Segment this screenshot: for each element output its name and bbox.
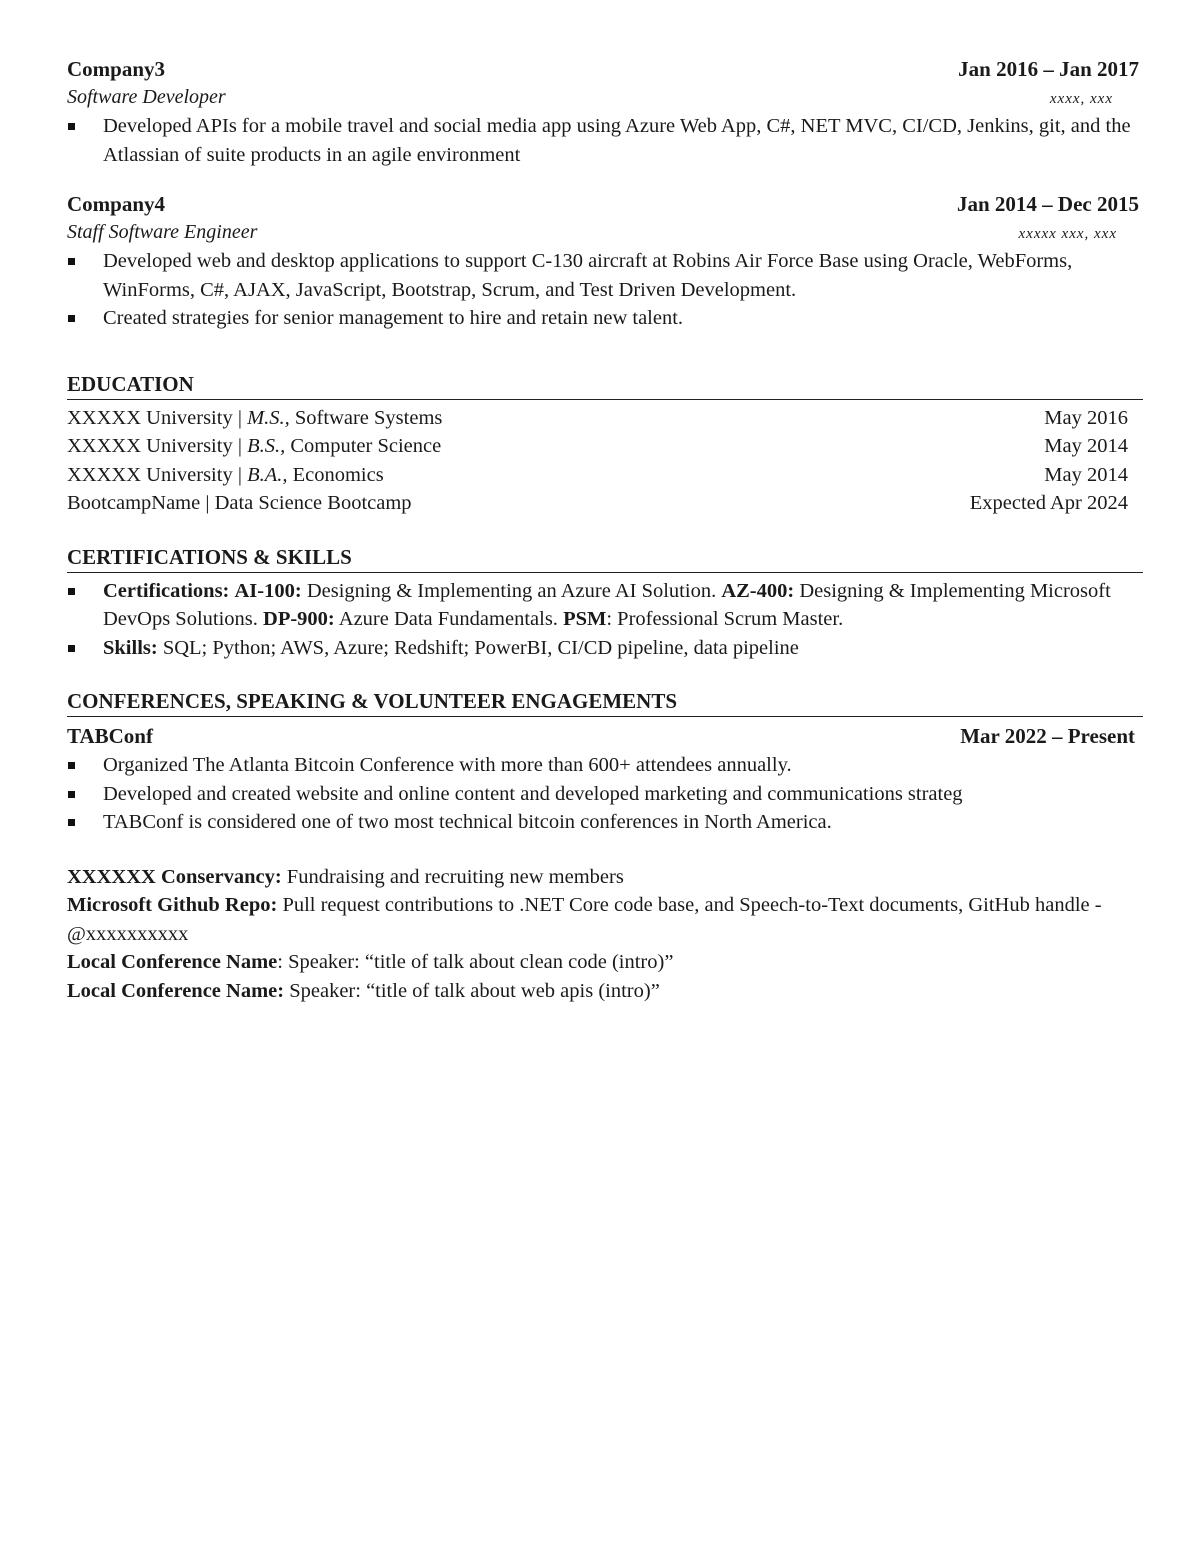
education-row: BootcampName | Data Science Bootcamp Expected Apr 2024 xyxy=(67,489,1143,518)
company-name: Company4 xyxy=(67,192,166,216)
bullet-square-icon xyxy=(68,791,75,798)
job-location: xxxx, xxx xyxy=(1049,91,1113,107)
bullet-square-icon xyxy=(68,258,75,265)
job-title: Staff Software Engineer xyxy=(67,221,258,243)
education-date: May 2014 xyxy=(1044,463,1128,486)
education-list xyxy=(67,404,1143,518)
bullet-item: Developed web and desktop applications to support C-130 aircraft at Robins Air Force Base using Oracle, WebForms, WinForms, C#, AJAX, JavaScript, Bootstrap, Scrum, and Test Driven Development. xyxy=(67,247,1143,304)
conference-header xyxy=(67,721,1143,751)
job-entry xyxy=(67,54,1143,169)
job-location: xxxxx xxx, xxx xyxy=(1018,226,1117,242)
education-date: Expected Apr 2024 xyxy=(969,492,1128,514)
job-title: Software Developer xyxy=(67,86,226,108)
resume-page xyxy=(67,54,1143,1005)
education-row: XXXXX University | B.A., Economics May 2014 xyxy=(67,461,1143,490)
bullet-square-icon xyxy=(68,588,75,595)
education-row: XXXXX University | M.S., Software Systems May 2016 xyxy=(67,404,1143,433)
bullet-item: TABConf is considered one of two most technical bitcoin conferences in North America. xyxy=(67,808,1143,837)
conference-dates: Mar 2022 – Present xyxy=(960,724,1135,748)
bullet-item: Organized The Atlanta Bitcoin Conference with more than 600+ attendees annually. xyxy=(67,751,1143,780)
job-dates: Jan 2016 – Jan 2017 xyxy=(958,57,1139,81)
section-heading-education: EDUCATION xyxy=(67,371,1143,400)
skills-item: Skills: SQL; Python; AWS, Azure; Redshift; PowerBI, CI/CD pipeline, data pipeline xyxy=(67,634,1143,663)
bullet-square-icon xyxy=(68,762,75,769)
bullet-square-icon xyxy=(68,315,75,322)
section-heading-conferences: CONFERENCES, SPEAKING & VOLUNTEER ENGAGEMENTS xyxy=(67,688,1143,717)
conference-bullets xyxy=(67,751,1143,837)
job-bullets xyxy=(67,112,1143,169)
certifications-item: Certifications: AI-100: Designing & Implementing an Azure AI Solution. AZ-400: Designing & Implementing Microsoft DevOps Solutions. DP-900: Azure Data Fundamentals. PSM: Professional Scrum Master. xyxy=(67,577,1143,634)
education-row: XXXXX University | B.S., Computer Science May 2014 xyxy=(67,432,1143,461)
education-date: May 2016 xyxy=(1044,406,1128,429)
bullet-square-icon xyxy=(68,645,75,652)
bullet-square-icon xyxy=(68,819,75,826)
section-heading-certifications: CERTIFICATIONS & SKILLS xyxy=(67,544,1143,573)
bullet-item: Developed APIs for a mobile travel and social media app using Azure Web App, C#, NET MVC, CI/CD, Jenkins, git, and the Atlassian of suite products in an agile environment xyxy=(67,112,1143,169)
job-dates: Jan 2014 – Dec 2015 xyxy=(957,192,1139,216)
engagement-line: Local Conference Name: Speaker: “title of talk about web apis (intro)” xyxy=(67,979,660,1002)
job-bullets xyxy=(67,247,1143,333)
engagement-line: Microsoft Github Repo: Pull request contributions to .NET Core code base, and Speech-to-Text documents, GitHub handle - @xxxxxxxxxx xyxy=(67,894,1102,945)
company-name: Company3 xyxy=(67,57,166,81)
engagement-line: XXXXXX Conservancy: Fundraising and recruiting new members xyxy=(67,865,624,888)
bullet-item: Created strategies for senior management to hire and retain new talent. xyxy=(67,304,1143,333)
job-entry xyxy=(67,189,1143,333)
engagement-line: Local Conference Name: Speaker: “title of talk about clean code (intro)” xyxy=(67,951,674,973)
education-date: May 2014 xyxy=(1044,435,1128,457)
bullet-item: Developed and created website and online content and developed marketing and communications strateg xyxy=(67,780,1143,809)
certs-bullets xyxy=(67,577,1143,663)
conference-org: TABConf xyxy=(67,724,153,748)
bullet-square-icon xyxy=(68,123,75,130)
